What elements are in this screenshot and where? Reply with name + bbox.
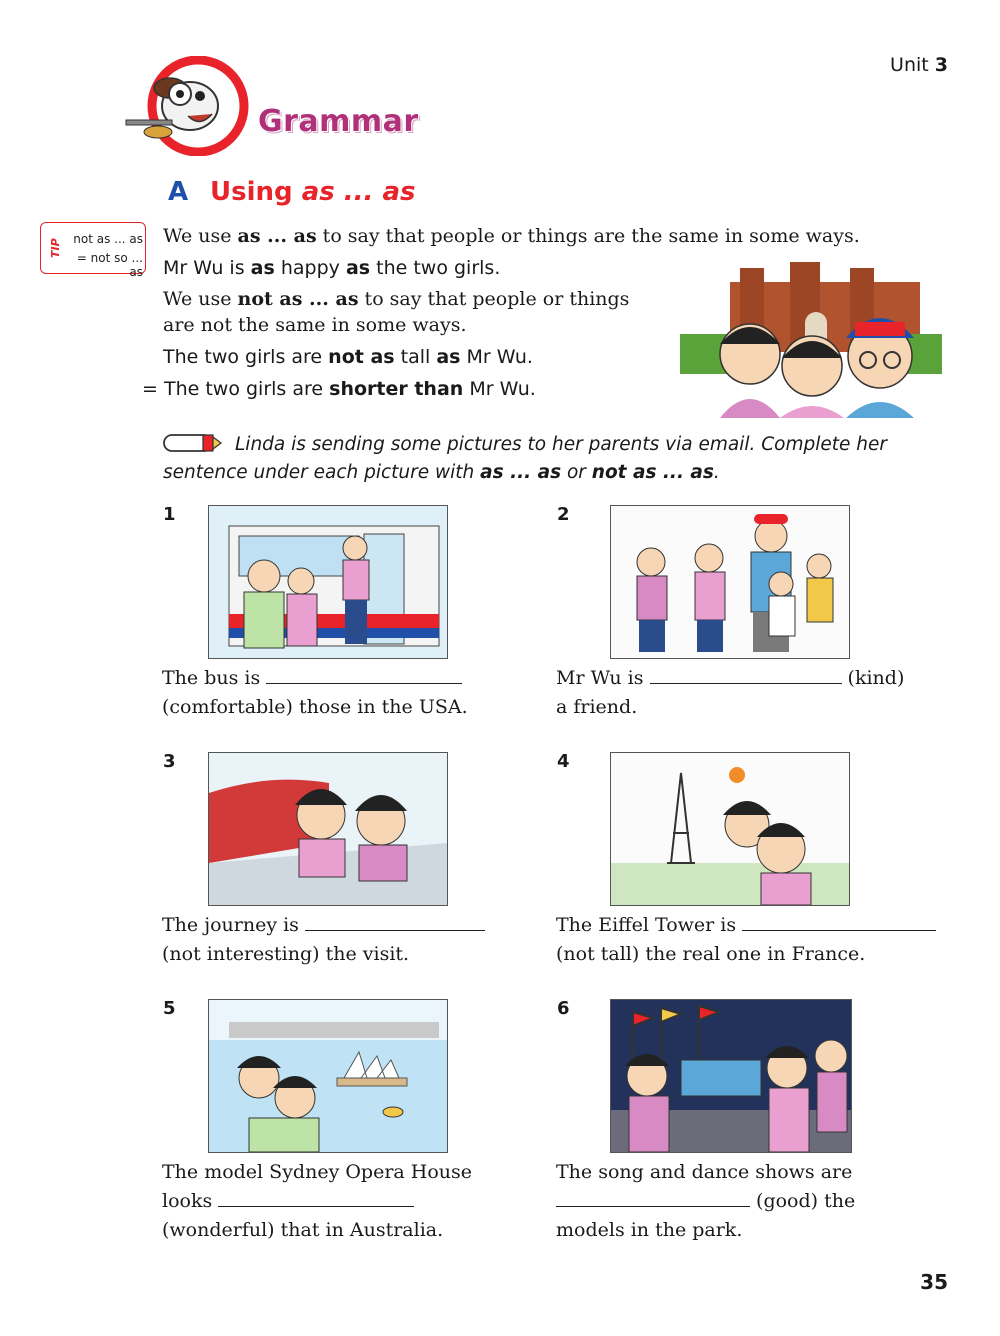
exercise-number: 5 xyxy=(163,998,176,1019)
rule-sentence: We use as ... as to say that people or things are the same in some ways. xyxy=(163,225,860,247)
page-number: 35 xyxy=(920,1270,948,1294)
exercise-number: 3 xyxy=(163,751,176,772)
rule-sentence: are not the same in some ways. xyxy=(163,314,467,336)
exercise-number: 2 xyxy=(557,504,570,525)
section-title: Grammar xyxy=(258,104,419,139)
opera-house-picture xyxy=(208,999,448,1153)
journey-picture xyxy=(208,752,448,906)
exercise-sentence: The Eiffel Tower is (not tall) the real one in France. xyxy=(556,911,956,969)
exercise-number: 1 xyxy=(163,504,176,525)
friends-at-fort-illustration xyxy=(680,262,942,418)
dog-mascot-icon xyxy=(118,56,258,156)
rule-example: = The two girls are shorter than Mr Wu. xyxy=(142,378,536,400)
rule-sentence: We use not as ... as to say that people or things xyxy=(163,288,630,310)
answer-blank[interactable] xyxy=(556,1188,750,1207)
mr-wu-picture xyxy=(610,505,850,659)
section-heading: Using as ... as xyxy=(210,177,416,207)
tip-box xyxy=(40,222,146,279)
exercise-number: 4 xyxy=(557,751,570,772)
tip-line: = not so ... as xyxy=(76,251,143,279)
dance-show-picture xyxy=(610,999,852,1153)
rule-example: The two girls are not as tall as Mr Wu. xyxy=(163,346,533,368)
tip-tag: TIP xyxy=(49,238,62,258)
bus-picture xyxy=(208,505,448,659)
rule-example: Mr Wu is as happy as the two girls. xyxy=(163,257,501,279)
eiffel-tower-picture xyxy=(610,752,850,906)
exercise-sentence: The model Sydney Opera House looks (wonderful) that in Australia. xyxy=(162,1161,473,1241)
exercise-sentence: The journey is (not interesting) the visit. xyxy=(162,911,542,969)
section-letter: A xyxy=(168,177,189,207)
exercise-sentence: Mr Wu is (kind) a friend. xyxy=(556,667,905,718)
answer-blank[interactable] xyxy=(218,1188,414,1207)
exercise-number: 6 xyxy=(557,998,570,1019)
unit-label: Unit 3 xyxy=(890,54,948,76)
exercise-sentence: The song and dance shows are (good) the models in the park. xyxy=(556,1161,856,1241)
answer-blank[interactable] xyxy=(305,912,485,931)
answer-blank[interactable] xyxy=(650,665,842,684)
exercise-instruction: Linda is sending some pictures to her parents via email. Complete her sentence under each picture with as ... as or not as ... as. xyxy=(163,434,887,483)
answer-blank[interactable] xyxy=(742,912,936,931)
answer-blank[interactable] xyxy=(266,665,462,684)
exercise-sentence: The bus is (comfortable) those in the USA. xyxy=(162,667,468,718)
tip-line: not as ... as xyxy=(73,232,143,246)
